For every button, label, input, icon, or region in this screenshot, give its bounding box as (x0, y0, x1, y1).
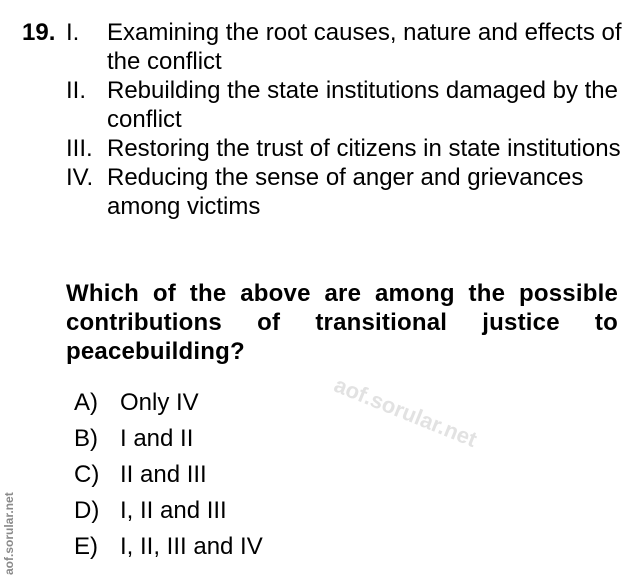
answer-option-d[interactable] (74, 493, 263, 529)
question-number: 19. (22, 19, 56, 46)
statement-text: Examining the root causes, nature and effects of the conflict (107, 19, 622, 75)
option-letter: E) (74, 533, 98, 560)
statement-text: Restoring the trust of citizens in state institutions (107, 135, 621, 162)
option-letter: D) (74, 497, 100, 524)
answer-options (74, 385, 263, 565)
option-text: I, II and III (120, 497, 227, 524)
question-prompt: Which of the above are among the possible contributions of transitional justice to peacebuilding? (66, 280, 618, 365)
statement-item (66, 76, 626, 134)
answer-option-b[interactable] (74, 421, 263, 457)
answer-option-e[interactable] (74, 529, 263, 565)
statement-text: Reducing the sense of anger and grievances among victims (107, 164, 584, 220)
statement-numeral: III. (66, 135, 93, 162)
side-watermark: aof.sorular.net (2, 492, 16, 575)
answer-option-c[interactable] (74, 457, 263, 493)
statement-item (66, 134, 626, 163)
watermark-text: aof.sorular.net (330, 372, 481, 452)
option-letter: C) (74, 461, 100, 488)
statement-numeral: IV. (66, 164, 94, 191)
statement-numeral: II. (66, 77, 87, 104)
statement-text: Rebuilding the state institutions damaged by the conflict (107, 77, 618, 133)
statement-numeral: I. (66, 19, 80, 46)
statement-item (66, 163, 626, 221)
option-text: II and III (120, 461, 207, 488)
option-text: I, II, III and IV (120, 533, 263, 560)
answer-option-a[interactable] (74, 385, 263, 421)
option-text: Only IV (120, 389, 199, 416)
option-text: I and II (120, 425, 194, 452)
option-letter: B) (74, 425, 98, 452)
option-letter: A) (74, 389, 98, 416)
statement-list (66, 18, 626, 221)
statement-item (66, 18, 626, 76)
